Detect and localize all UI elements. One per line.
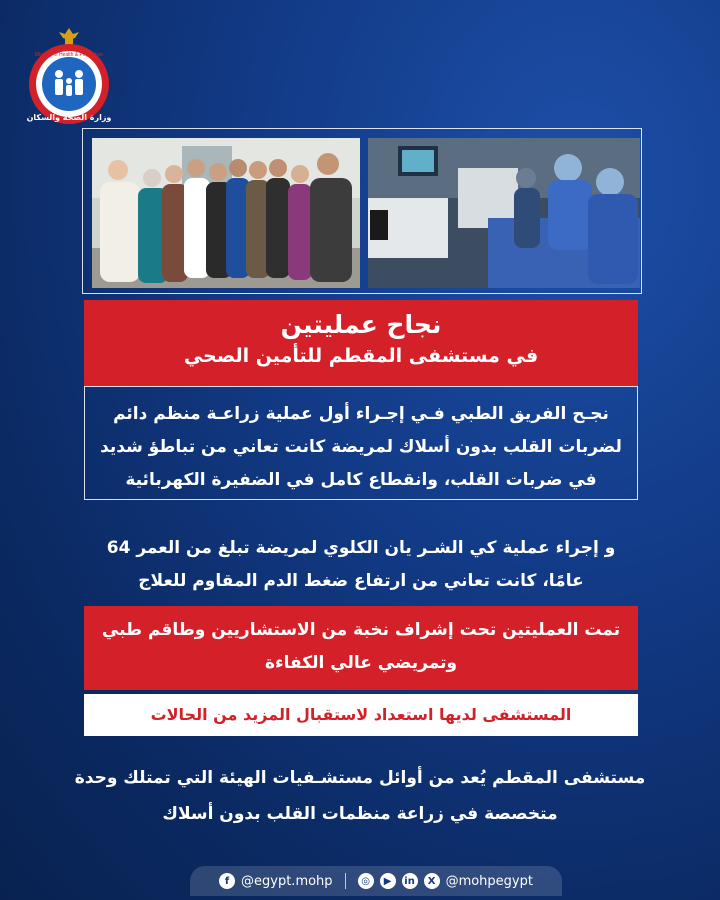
logo-text-ar: وزارة الصحة والسكان: [26, 113, 112, 122]
facebook-handle[interactable]: @egypt.mohp: [241, 873, 333, 889]
linkedin-icon[interactable]: in: [402, 873, 418, 889]
post-subtitle: في مستشفى المقطم للتأمين الصحي: [183, 345, 539, 367]
footer-divider: [345, 873, 346, 889]
paragraph-3: تمت العمليتين تحت إشراف نخبة من الاستشاريين وطاقم طبي وتمريضي عالي الكفاءة: [101, 620, 621, 673]
ministry-logo: [24, 26, 114, 124]
paragraph-4: المستشفى لديها استعداد لاستقبال المزيد من الحالات: [150, 705, 572, 724]
social-footer: [190, 866, 562, 896]
paragraph-2: و إجراء عملية كي الشـر يان الكلوي لمريضة تبلغ من العمر 64 عامًا، كانت تعاني من ارتفاع ضغط الدم المقاوم للعلاج: [106, 538, 616, 591]
post-title: نجاح عمليتين: [280, 310, 442, 339]
facebook-icon[interactable]: f: [219, 873, 235, 889]
surgery-photo: [368, 138, 640, 288]
paragraph-5: مستشفى المقطم يُعد من أوائل مستشـفيات الهيئة التي تمتلك وحدة متخصصة في زراعة منظمات القلب بدون أسلاك: [74, 768, 646, 824]
x-icon[interactable]: X: [424, 873, 440, 889]
youtube-icon[interactable]: ▶: [380, 873, 396, 889]
team-photo: [92, 138, 360, 288]
social-handle[interactable]: @mohpegypt: [445, 873, 533, 889]
logo-text-en: Ministry of Health & Population: [34, 52, 104, 58]
paragraph-1: نجـح الفريق الطبي فـي إجـراء أول عملية زراعـة منظم دائم لضربات القلب بدون أسلاك لمريضة كانت تعاني من تباطؤ شديد في ضربات القلب، وانقطاع كامل في الضفيرة الكهربائية: [100, 404, 622, 490]
instagram-icon[interactable]: ◎: [358, 873, 374, 889]
title-box: [84, 300, 638, 386]
